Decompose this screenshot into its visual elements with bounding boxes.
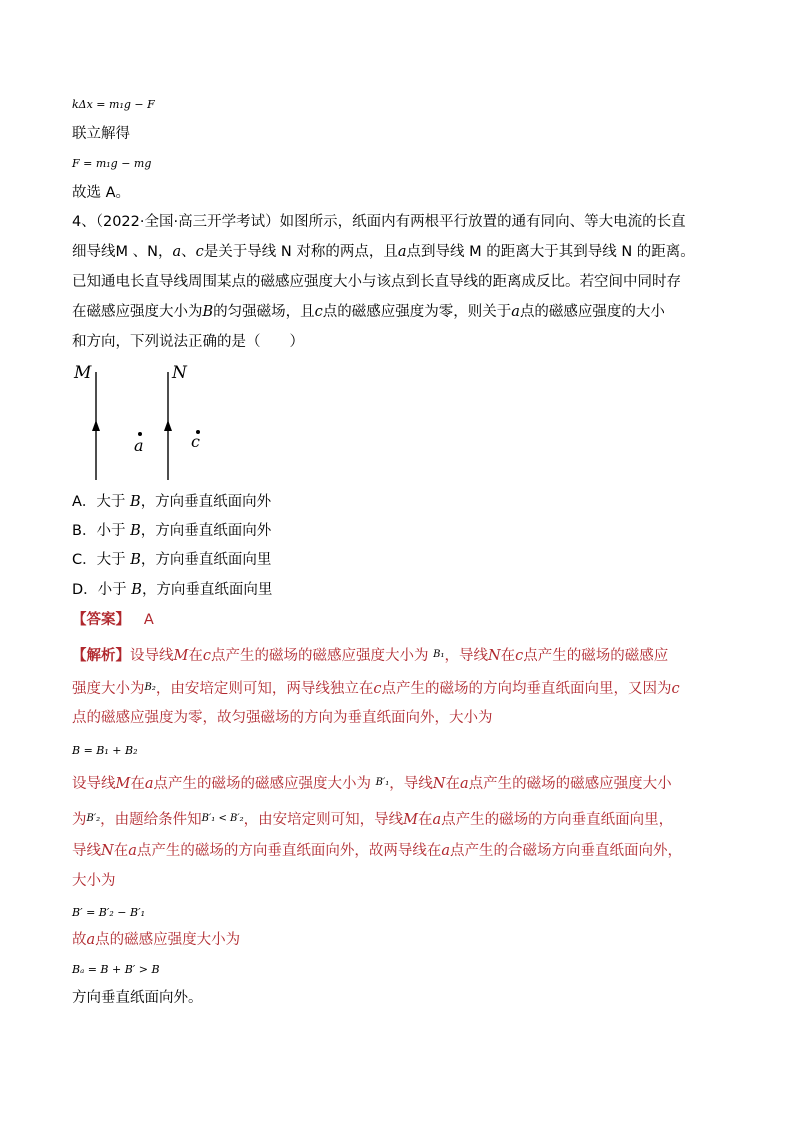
solve-jointly-text: 联立解得 <box>72 126 130 142</box>
equation-uniform-field: B = B₁ + B₂ <box>72 744 138 757</box>
option-b: B．小于 B，方向垂直纸面向外 <box>72 523 272 539</box>
answer-line <box>72 610 154 630</box>
option-d: D．小于 B，方向垂直纸面向里 <box>72 582 273 598</box>
equation-force-balance: kΔx = m₁g − F <box>72 98 155 111</box>
question-line-5: 和方向，下列说法正确的是（ ） <box>72 334 304 350</box>
analysis-conclusion: 方向垂直纸面向外。 <box>72 990 203 1006</box>
wire-diagram <box>72 362 232 484</box>
equation-point-a-field: Bₐ = B + B′ > B <box>72 963 160 976</box>
analysis-line-7: 大小为 <box>72 873 116 889</box>
analysis-line-1: 【解析】设导线M在c点产生的磁场的磁感应强度大小为 $^{B_1}$，导线N在c点产生的磁场的磁感应 <box>72 648 669 664</box>
question-line-1: 4、（2022·全国·高三开学考试）如图所示，纸面内有两根平行放置的通有同向、等大电流的长直 <box>72 214 686 230</box>
analysis-line-4: 设导线M在a点产生的磁场的磁感应强度大小为 $^{B'_1}$，导线N在a点产生的磁场的磁感应强度大小 <box>72 776 672 792</box>
question-line-3: 已知通电长直导线周围某点的磁感应强度大小与该点到长直导线的距离成反比。若空间中同时存 <box>72 274 681 290</box>
equation-wire-field-difference: B′ = B′₂ − B′₁ <box>72 906 145 919</box>
label-c: c <box>191 432 200 451</box>
analysis-line-2: 强度大小为$^{B_2}$，由安培定则可知，两导线独立在c点产生的磁场的方向均垂直纸面向里，又因为c <box>72 681 680 697</box>
answer-value: A <box>143 612 154 628</box>
current-arrow-N <box>164 420 172 431</box>
option-c: C．大于 B，方向垂直纸面向里 <box>72 552 272 568</box>
analysis-line-6: 导线N在a点产生的磁场的方向垂直纸面向外，故两导线在a点产生的合磁场方向垂直纸面向外， <box>72 843 682 859</box>
label-M: M <box>74 363 92 383</box>
choice-conclusion: 故选 A。 <box>72 185 131 201</box>
analysis-line-8: 故a点的磁感应强度大小为 <box>72 932 241 948</box>
label-a: a <box>134 436 144 455</box>
current-arrow-M <box>92 420 100 431</box>
equation-force-result: F = m₁g − mg <box>72 157 152 170</box>
analysis-line-5: 为$^{B'_2}$，由题给条件知$^{B'_1 < B'_2}$，由安培定则可知，导线M在a点产生的磁场的方向垂直纸面向里， <box>72 812 674 828</box>
analysis-line-3: 点的磁感应强度为零，故匀强磁场的方向为垂直纸面向外，大小为 <box>72 710 493 726</box>
option-a: A．大于 B，方向垂直纸面向外 <box>72 494 272 510</box>
question-line-2: 细导线M 、N，a、c是关于导线 N 对称的两点，且a点到导线 M 的距离大于其到导线 N 的距离。 <box>72 244 695 260</box>
label-N: N <box>172 363 187 383</box>
answer-tag: 【答案】 <box>72 612 130 628</box>
question-line-4: 在磁感应强度大小为B的匀强磁场，且c点的磁感应强度为零，则关于a点的磁感应强度的大小 <box>72 304 665 320</box>
analysis-tag: 【解析】 <box>72 648 130 664</box>
